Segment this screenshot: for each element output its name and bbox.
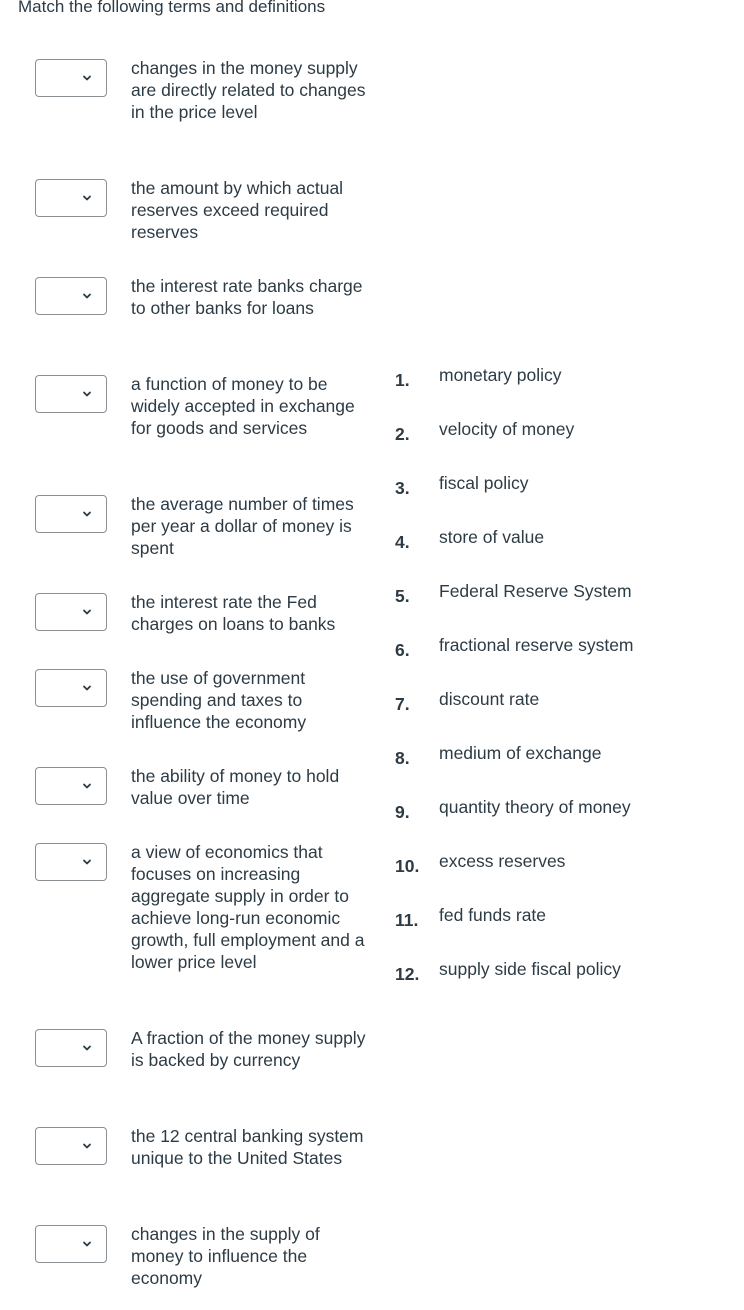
answer-select-9[interactable] bbox=[35, 843, 107, 881]
answer-select-5[interactable] bbox=[35, 495, 107, 533]
term-number-9: 9. bbox=[395, 802, 410, 822]
definition-7: the use of government spending and taxes to influence the economy bbox=[131, 668, 307, 732]
definition-2: the amount by which actual reserves exceed required reserves bbox=[131, 178, 344, 242]
term-number-10: 10. bbox=[395, 856, 420, 876]
answer-select-6[interactable] bbox=[35, 593, 107, 631]
term-1: monetary policy bbox=[439, 365, 562, 385]
term-number-5: 5. bbox=[395, 586, 410, 606]
definition-5: the average number of times per year a dollar of money is spent bbox=[131, 494, 354, 558]
term-7: discount rate bbox=[439, 689, 540, 709]
term-5: Federal Reserve System bbox=[439, 581, 632, 601]
chevron-down-icon bbox=[79, 386, 95, 402]
term-12: supply side fiscal policy bbox=[439, 959, 621, 979]
definition-11: the 12 central banking system unique to the United States bbox=[131, 1126, 364, 1168]
answer-select-10[interactable] bbox=[35, 1029, 107, 1067]
term-number-3: 3. bbox=[395, 478, 410, 498]
definition-3: the interest rate banks charge to other banks for loans bbox=[131, 276, 363, 318]
question-prompt: Match the following terms and definitions bbox=[18, 0, 326, 16]
chevron-down-icon bbox=[79, 604, 95, 620]
term-number-8: 8. bbox=[395, 748, 410, 768]
term-9: quantity theory of money bbox=[439, 797, 631, 817]
answer-select-11[interactable] bbox=[35, 1127, 107, 1165]
definition-9: a view of economics that focuses on increasing aggregate supply in order to achieve long-run economic growth, full employment and a lower price level bbox=[131, 842, 365, 972]
answer-select-4[interactable] bbox=[35, 375, 107, 413]
chevron-down-icon bbox=[79, 680, 95, 696]
term-number-11: 11. bbox=[395, 910, 419, 930]
answer-select-1[interactable] bbox=[35, 59, 107, 97]
term-number-12: 12. bbox=[395, 964, 420, 984]
chevron-down-icon bbox=[79, 778, 95, 794]
term-8: medium of exchange bbox=[439, 743, 602, 763]
definition-8: the ability of money to hold value over time bbox=[131, 766, 340, 808]
chevron-down-icon bbox=[79, 1236, 95, 1252]
term-number-7: 7. bbox=[395, 694, 410, 714]
chevron-down-icon bbox=[79, 506, 95, 522]
chevron-down-icon bbox=[79, 1040, 95, 1056]
term-10: excess reserves bbox=[439, 851, 566, 871]
term-4: store of value bbox=[439, 527, 545, 547]
definition-1: changes in the money supply are directly related to changes in the price level bbox=[131, 58, 366, 122]
chevron-down-icon bbox=[79, 854, 95, 870]
chevron-down-icon bbox=[79, 288, 95, 304]
answer-select-3[interactable] bbox=[35, 277, 107, 315]
term-6: fractional reserve system bbox=[439, 635, 634, 655]
answer-select-2[interactable] bbox=[35, 179, 107, 217]
answer-select-7[interactable] bbox=[35, 669, 107, 707]
term-11: fed funds rate bbox=[439, 905, 547, 925]
term-number-4: 4. bbox=[395, 532, 410, 552]
definition-10: A fraction of the money supply is backed by currency bbox=[131, 1028, 366, 1070]
answer-select-12[interactable] bbox=[35, 1225, 107, 1263]
term-number-2: 2. bbox=[395, 424, 410, 444]
definition-4: a function of money to be widely accepted in exchange for goods and services bbox=[131, 374, 355, 438]
definition-12: changes in the supply of money to influence the economy bbox=[131, 1224, 320, 1288]
definition-6: the interest rate the Fed charges on loans to banks bbox=[131, 592, 336, 634]
term-2: velocity of money bbox=[439, 419, 575, 439]
term-number-6: 6. bbox=[395, 640, 410, 660]
chevron-down-icon bbox=[79, 70, 95, 86]
answer-select-8[interactable] bbox=[35, 767, 107, 805]
chevron-down-icon bbox=[79, 190, 95, 206]
term-number-1: 1. bbox=[395, 370, 410, 390]
term-3: fiscal policy bbox=[439, 473, 529, 493]
chevron-down-icon bbox=[79, 1138, 95, 1154]
